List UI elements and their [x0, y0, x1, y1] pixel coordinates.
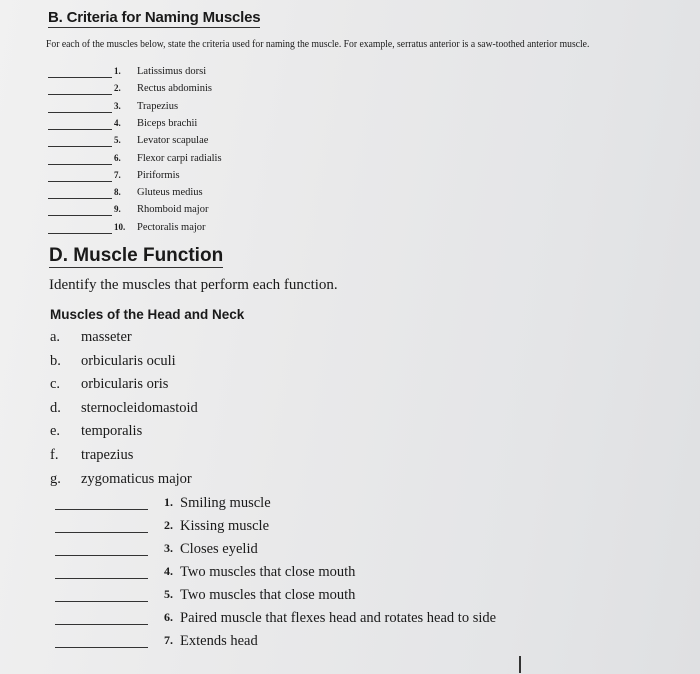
- item-number: 6.: [114, 152, 121, 163]
- option-name: zygomaticus major: [81, 470, 192, 487]
- option-name: masseter: [81, 329, 132, 345]
- answer-blank[interactable]: [48, 233, 112, 234]
- question-text: Smiling muscle: [180, 495, 271, 511]
- answer-blank[interactable]: [48, 215, 112, 216]
- option-letter: f.: [50, 447, 59, 463]
- answer-blank[interactable]: [55, 578, 148, 579]
- question-item: [55, 564, 655, 584]
- list-item: [48, 66, 308, 82]
- muscle-name: Flexor carpi radialis: [137, 152, 222, 164]
- item-number: 1.: [114, 66, 121, 76]
- answer-blank[interactable]: [48, 77, 112, 78]
- question-number: 1.: [164, 495, 173, 509]
- muscle-name: Pectoralis major: [137, 221, 206, 233]
- section-b-instructions: For each of the muscles below, state the criteria used for naming the muscle. For example, serratus anterior is a saw-toothed anterior muscle.: [46, 39, 590, 50]
- item-number: 4.: [114, 117, 121, 128]
- answer-blank[interactable]: [48, 164, 112, 165]
- item-number: 8.: [114, 187, 121, 198]
- option-name: orbicularis oculi: [81, 352, 176, 369]
- question-text: Two muscles that close mouth: [180, 587, 356, 603]
- item-number: 2.: [114, 83, 121, 94]
- answer-blank[interactable]: [48, 129, 112, 130]
- question-item: [55, 633, 655, 653]
- list-item: [48, 222, 308, 238]
- section-d-subtitle: Muscles of the Head and Neck: [50, 307, 245, 322]
- muscle-name: Biceps brachii: [137, 117, 198, 129]
- option-letter: d.: [50, 399, 61, 416]
- list-item: [48, 187, 308, 203]
- question-number: 5.: [164, 587, 173, 601]
- option-item: [50, 353, 176, 370]
- option-item: [50, 400, 198, 417]
- question-number: 7.: [164, 633, 173, 647]
- section-d-title: D. Muscle Function: [49, 245, 224, 266]
- option-letter: c.: [50, 376, 61, 393]
- muscle-name: Rhomboid major: [137, 204, 209, 216]
- answer-blank[interactable]: [55, 624, 148, 625]
- muscle-name: Gluteus medius: [137, 187, 203, 199]
- item-number: 5.: [114, 135, 121, 146]
- option-name: sternocleidomastoid: [81, 399, 198, 416]
- list-item: [48, 170, 308, 186]
- list-item: [48, 118, 308, 134]
- muscle-name: Piriformis: [137, 169, 180, 181]
- list-item: [48, 83, 308, 99]
- question-text: Kissing muscle: [180, 518, 270, 534]
- option-letter: a.: [50, 329, 61, 345]
- item-number: 3.: [114, 100, 121, 111]
- question-number: 4.: [164, 564, 173, 578]
- muscle-name: Trapezius: [137, 100, 179, 112]
- question-item: [55, 495, 655, 515]
- option-item: [50, 471, 192, 488]
- muscle-name: Rectus abdominis: [137, 83, 212, 95]
- section-b-title: B. Criteria for Naming Muscles: [48, 9, 261, 26]
- question-text: Two muscles that close mouth: [180, 564, 356, 580]
- option-letter: e.: [50, 423, 61, 440]
- answer-blank[interactable]: [48, 198, 112, 199]
- answer-blank[interactable]: [55, 647, 148, 648]
- question-text: Paired muscle that flexes head and rotates head to side: [180, 610, 497, 626]
- question-item: [55, 518, 655, 538]
- answer-blank[interactable]: [48, 94, 112, 95]
- option-item: [50, 423, 142, 440]
- option-letter: b.: [50, 352, 61, 369]
- answer-blank[interactable]: [48, 181, 112, 182]
- answer-blank[interactable]: [55, 555, 148, 556]
- list-item: [48, 153, 308, 169]
- section-d-instructions: Identify the muscles that perform each function.: [49, 277, 338, 293]
- question-item: [55, 587, 655, 607]
- question-number: 6.: [164, 610, 173, 624]
- item-number: 7.: [114, 169, 121, 180]
- option-item: [50, 447, 133, 464]
- option-item: [50, 376, 168, 393]
- option-item: [50, 329, 132, 346]
- answer-blank[interactable]: [55, 509, 148, 510]
- question-text: Closes eyelid: [180, 541, 258, 557]
- option-letter: g.: [50, 470, 61, 487]
- question-text: Extends head: [180, 633, 258, 649]
- list-item: [48, 135, 308, 151]
- answer-blank[interactable]: [48, 112, 112, 113]
- text-cursor: [519, 656, 521, 673]
- answer-blank[interactable]: [48, 146, 112, 147]
- answer-blank[interactable]: [55, 532, 148, 533]
- option-name: temporalis: [81, 423, 143, 440]
- question-number: 2.: [164, 518, 173, 532]
- answer-blank[interactable]: [55, 601, 148, 602]
- item-number: 10.: [114, 221, 126, 232]
- list-item: [48, 204, 308, 220]
- question-number: 3.: [164, 541, 173, 555]
- item-number: 9.: [114, 204, 121, 215]
- muscle-name: Latissimus dorsi: [137, 66, 207, 77]
- muscle-name: Levator scapulae: [137, 135, 209, 147]
- question-item: [55, 610, 655, 630]
- option-name: orbicularis oris: [81, 376, 169, 393]
- option-name: trapezius: [81, 447, 134, 463]
- question-item: [55, 541, 655, 561]
- list-item: [48, 101, 308, 117]
